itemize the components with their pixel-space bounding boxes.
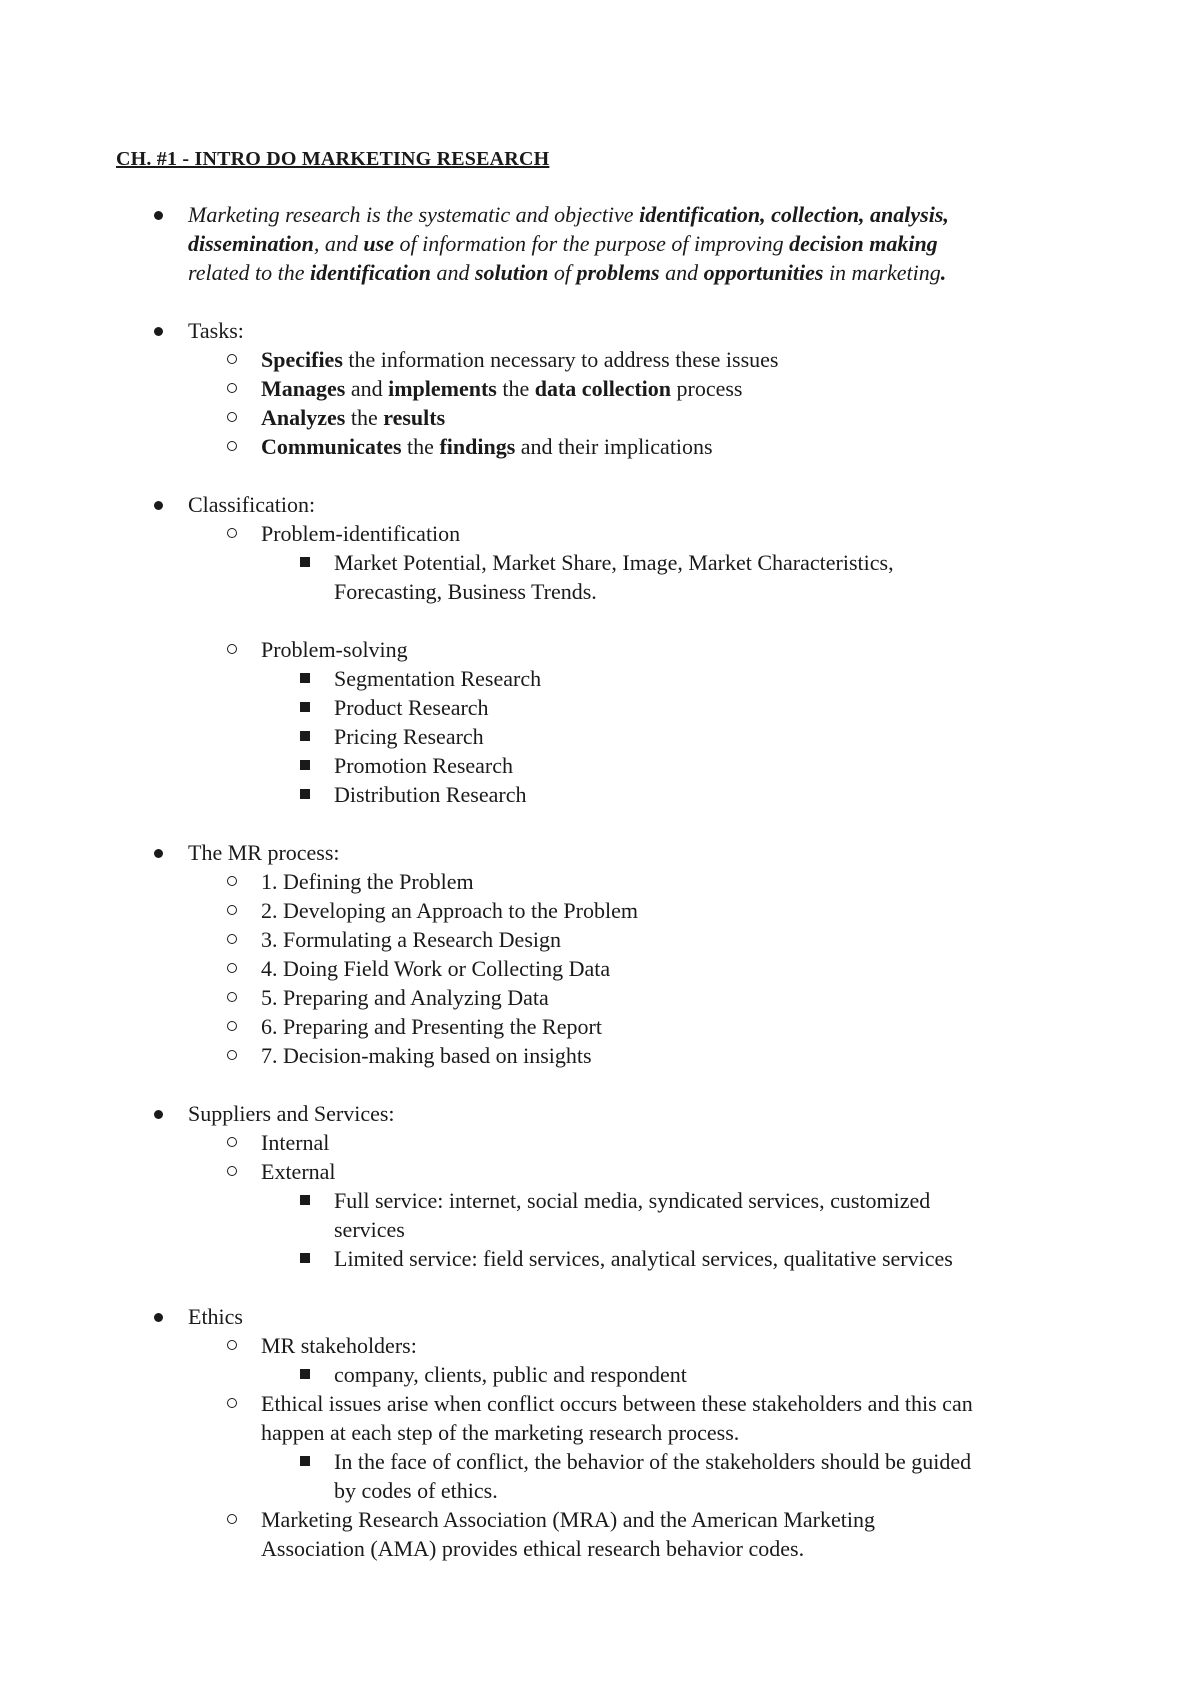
stakeholders-list: company, clients, public and respondent xyxy=(334,1362,687,1387)
supplier-internal: Internal xyxy=(261,1130,330,1155)
square-bullet-icon xyxy=(300,760,310,770)
ethical-issues-line-2: happen at each step of the marketing research process. xyxy=(261,1420,740,1445)
process-step: 7. Decision-making based on insights xyxy=(261,1043,592,1068)
conflict-line-1: In the face of conflict, the behavior of the stakeholders should be guided xyxy=(334,1449,972,1474)
process-step: 2. Developing an Approach to the Problem xyxy=(261,898,638,923)
circle-bullet-icon xyxy=(227,1021,237,1031)
square-bullet-icon xyxy=(300,789,310,799)
circle-bullet-icon xyxy=(227,441,237,451)
square-bullet-icon xyxy=(300,1195,310,1205)
bullet-icon xyxy=(154,211,163,220)
suppliers-label: Suppliers and Services: xyxy=(188,1101,395,1126)
circle-bullet-icon xyxy=(227,1514,237,1524)
limited-service: Limited service: field services, analytical services, qualitative services xyxy=(334,1246,953,1271)
bullet-icon xyxy=(154,1110,163,1119)
list-item: Segmentation Research xyxy=(334,666,542,691)
task-item: Specifies the information necessary to address these issues xyxy=(261,347,779,372)
circle-bullet-icon xyxy=(227,992,237,1002)
problem-solving-label: Problem-solving xyxy=(261,637,408,662)
mr-process-label: The MR process: xyxy=(188,840,340,865)
tasks-label: Tasks: xyxy=(188,318,244,343)
process-step: 1. Defining the Problem xyxy=(261,869,474,894)
stakeholders-label: MR stakeholders: xyxy=(261,1333,417,1358)
problem-identification-line-1: Market Potential, Market Share, Image, Market Characteristics, xyxy=(334,550,894,575)
classification-label: Classification: xyxy=(188,492,316,517)
circle-bullet-icon xyxy=(227,354,237,364)
definition-line-1: Marketing research is the systematic and objective identification, collection, analysis, xyxy=(188,202,949,227)
circle-bullet-icon xyxy=(227,1050,237,1060)
list-item: Pricing Research xyxy=(334,724,484,749)
circle-bullet-icon xyxy=(227,644,237,654)
task-item: Analyzes the results xyxy=(261,405,446,430)
square-bullet-icon xyxy=(300,731,310,741)
associations-line-1: Marketing Research Association (MRA) and the American Marketing xyxy=(261,1507,876,1532)
circle-bullet-icon xyxy=(227,528,237,538)
list-item: Promotion Research xyxy=(334,753,514,778)
circle-bullet-icon xyxy=(227,1166,237,1176)
square-bullet-icon xyxy=(300,702,310,712)
task-item: Manages and implements the data collection process xyxy=(261,376,743,401)
bullet-icon xyxy=(154,501,163,510)
square-bullet-icon xyxy=(300,1253,310,1263)
definition-line-3: related to the identification and solution of problems and opportunities in marketing. xyxy=(188,260,947,285)
definition-line-2: dissemination, and use of information for the purpose of improving decision making xyxy=(188,231,938,256)
process-step: 4. Doing Field Work or Collecting Data xyxy=(261,956,611,981)
full-service-line-1: Full service: internet, social media, syndicated services, customized xyxy=(334,1188,931,1213)
supplier-external: External xyxy=(261,1159,336,1184)
circle-bullet-icon xyxy=(227,383,237,393)
page-title: CH. #1 - INTRO DO MARKETING RESEARCH xyxy=(116,148,550,170)
bullet-icon xyxy=(154,327,163,336)
task-item: Communicates the findings and their implications xyxy=(261,434,713,459)
circle-bullet-icon xyxy=(227,876,237,886)
problem-identification-label: Problem-identification xyxy=(261,521,461,546)
circle-bullet-icon xyxy=(227,1340,237,1350)
bullet-icon xyxy=(154,849,163,858)
process-step: 3. Formulating a Research Design xyxy=(261,927,561,952)
square-bullet-icon xyxy=(300,557,310,567)
square-bullet-icon xyxy=(300,1369,310,1379)
full-service-line-2: services xyxy=(334,1217,405,1242)
ethics-label: Ethics xyxy=(188,1304,243,1329)
bullet-icon xyxy=(154,1313,163,1322)
circle-bullet-icon xyxy=(227,1137,237,1147)
circle-bullet-icon xyxy=(227,963,237,973)
square-bullet-icon xyxy=(300,673,310,683)
square-bullet-icon xyxy=(300,1456,310,1466)
process-step: 6. Preparing and Presenting the Report xyxy=(261,1014,602,1039)
circle-bullet-icon xyxy=(227,412,237,422)
circle-bullet-icon xyxy=(227,934,237,944)
list-item: Product Research xyxy=(334,695,489,720)
associations-line-2: Association (AMA) provides ethical research behavior codes. xyxy=(261,1536,805,1561)
ethical-issues-line-1: Ethical issues arise when conflict occurs between these stakeholders and this can xyxy=(261,1391,973,1416)
process-step: 5. Preparing and Analyzing Data xyxy=(261,985,549,1010)
list-item: Distribution Research xyxy=(334,782,527,807)
circle-bullet-icon xyxy=(227,1398,237,1408)
circle-bullet-icon xyxy=(227,905,237,915)
conflict-line-2: by codes of ethics. xyxy=(334,1478,498,1503)
problem-identification-line-2: Forecasting, Business Trends. xyxy=(334,579,597,604)
